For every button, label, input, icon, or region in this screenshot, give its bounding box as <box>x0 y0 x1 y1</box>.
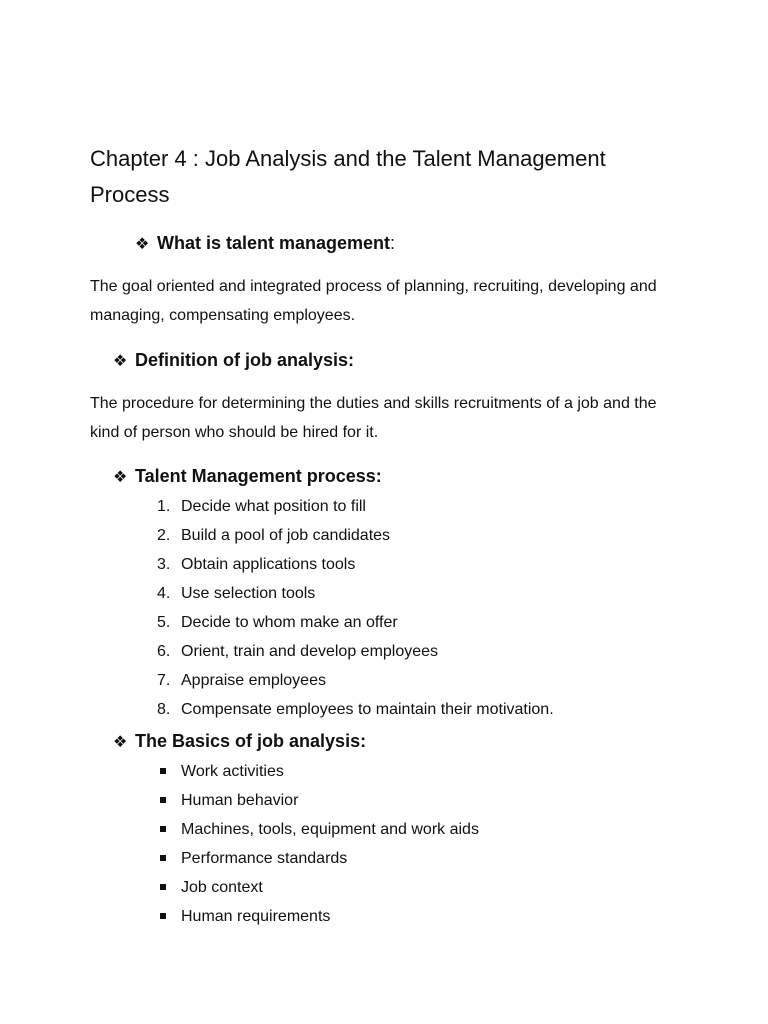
section-heading-text: Definition of job analysis: <box>135 350 355 370</box>
square-bullet-icon <box>160 884 166 890</box>
section-body-talent-management: The goal oriented and integrated process of planning, recruiting, developing and managing, compensating employees. <box>90 278 657 324</box>
section-heading-job-analysis-basics <box>113 728 366 756</box>
talent-management-steps-list <box>157 492 554 724</box>
diamond-bullet-icon: ❖ <box>113 353 128 370</box>
section-heading-text: The Basics of job analysis: <box>135 731 367 751</box>
section-heading-talent-management <box>135 230 395 258</box>
section-heading-suffix: : <box>390 233 396 253</box>
list-item: 5. Decide to whom make an offer <box>157 614 398 631</box>
job-analysis-basics-list <box>157 757 479 931</box>
square-bullet-icon <box>160 768 166 774</box>
list-item: 4. Use selection tools <box>157 585 316 602</box>
list-item: Work activities <box>157 757 479 786</box>
square-bullet-icon <box>160 913 166 919</box>
list-item: Performance standards <box>157 844 479 873</box>
section-heading-job-analysis-definition <box>113 347 354 375</box>
list-item: Machines, tools, equipment and work aids <box>157 815 479 844</box>
list-item: Human requirements <box>157 902 479 931</box>
list-item: 6. Orient, train and develop employees <box>157 643 439 660</box>
list-item: 1. Decide what position to fill <box>157 498 366 515</box>
section-heading-talent-management-process <box>113 463 382 491</box>
list-item: 2. Build a pool of job candidates <box>157 527 391 544</box>
diamond-bullet-icon: ❖ <box>135 236 150 253</box>
list-item: 3. Obtain applications tools <box>157 556 356 573</box>
square-bullet-icon <box>160 855 166 861</box>
section-body-job-analysis-definition: The procedure for determining the duties and skills recruitments of a job and the kind of person who should be hired for it. <box>90 395 657 441</box>
square-bullet-icon <box>160 797 166 803</box>
list-item: 7. Appraise employees <box>157 672 326 689</box>
section-heading-text: What is talent management <box>157 233 391 253</box>
section-heading-text: Talent Management process: <box>135 466 382 486</box>
page-title: Chapter 4 : Job Analysis and the Talent Management Process <box>90 146 606 207</box>
list-item: 8. Compensate employees to maintain their motivation. <box>157 701 554 718</box>
diamond-bullet-icon: ❖ <box>113 734 128 751</box>
diamond-bullet-icon: ❖ <box>113 469 128 486</box>
list-item: Human behavior <box>157 786 479 815</box>
square-bullet-icon <box>160 826 166 832</box>
list-item: Job context <box>157 873 479 902</box>
